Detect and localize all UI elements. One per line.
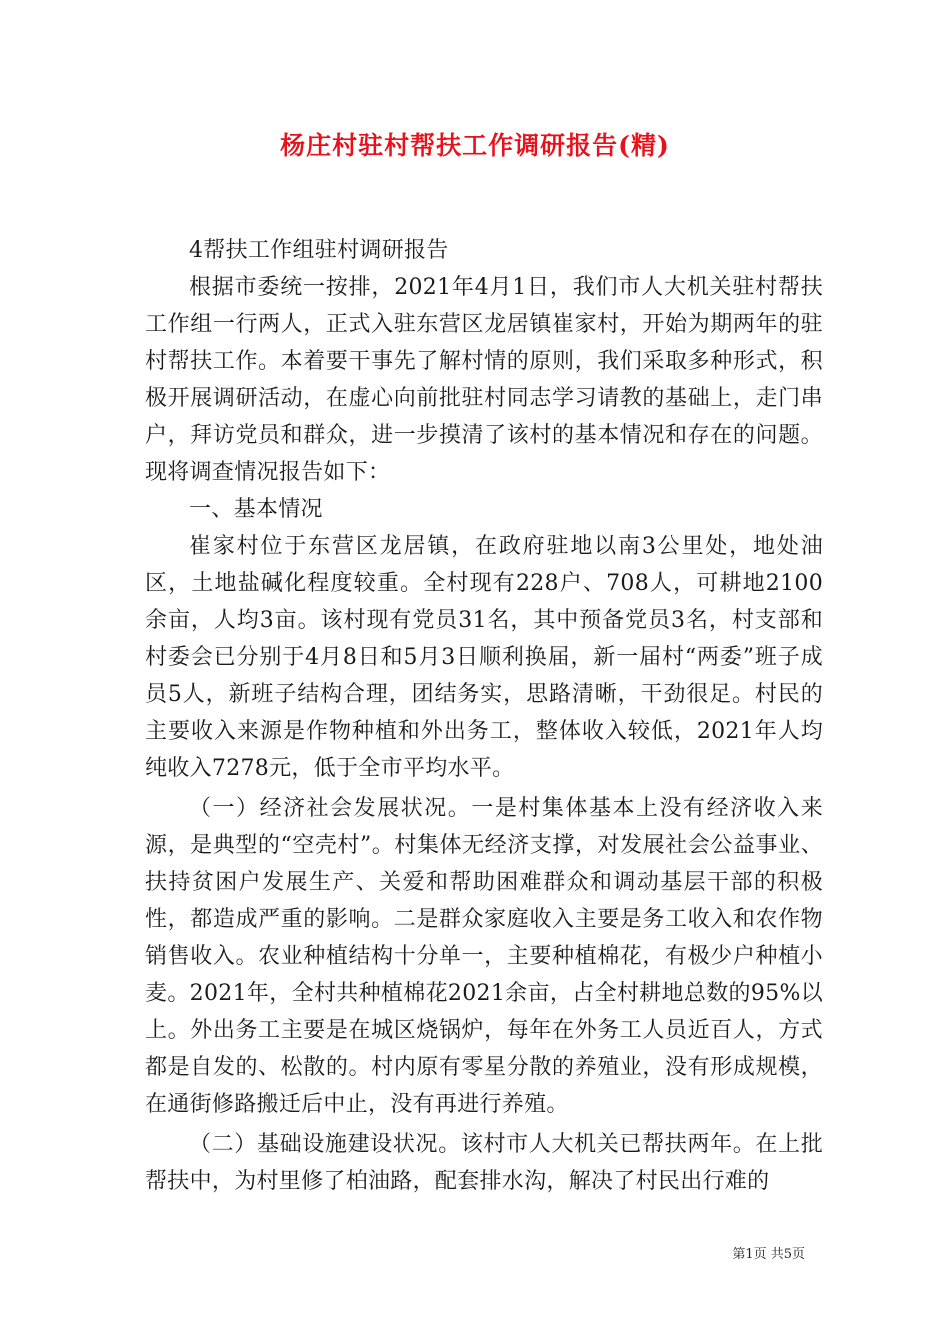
page-number: 第1页 共5页 (732, 1247, 805, 1262)
paragraph-intro: 根据市委统一按排，2021年4月1日，我们市人大机关驻村帮扶工作组一行两人，正式入驻东营区龙居镇崔家村，开始为期两年的驻村帮扶工作。本着要干事先了解村情的原则，我们采取多种形式，积极开展调研活动，在虚心向前批驻村同志学习请教的基础上，走门串户，拜访党员和群众，进一步摸清了该村的基本情况和存在的问题。现将调查情况报告如下： (145, 275, 823, 485)
document-body (145, 232, 823, 1200)
paragraph-subtitle: 4帮扶工作组驻村调研报告 (189, 238, 449, 263)
document-title: 杨庄村驻村帮扶工作调研报告(精) (280, 131, 670, 160)
paragraph-economy: （一）经济社会发展状况。一是村集体基本上没有经济收入来源，是典型的“空壳村”。村集体无经济支撑，对发展社会公益事业、扶持贫困户发展生产、关爱和帮助困难群众和调动基层干部的积极性，都造成严重的影响。二是群众家庭收入主要是务工收入和农作物销售收入。农业种植结构十分单一，主要种植棉花，有极少户种植小麦。2021年，全村共种植棉花2021余亩，占全村耕地总数的95%以上。外出务工主要是在城区烧锅炉，每年在外务工人员近百人，方式都是自发的、松散的。村内原有零星分散的养殖业，没有形成规模，在通街修路搬迁后中止，没有再进行养殖。 (145, 796, 823, 1117)
section-heading-basic: 一、基本情况 (189, 497, 323, 522)
paragraph-basic-info: 崔家村位于东营区龙居镇，在政府驻地以南3公里处，地处油区，土地盐碱化程度较重。全村现有228户、708人，可耕地2100余亩，人均3亩。该村现有党员31名，其中预备党员3名，村支部和村委会已分别于4月8日和5月3日顺利换届，新一届村“两委”班子成员5人，新班子结构合理，团结务实，思路清晰，干劲很足。村民的主要收入来源是作物种植和外出务工，整体收入较低，2021年人均纯收入7278元，低于全市平均水平。 (145, 534, 823, 781)
paragraph-infrastructure: （二）基础设施建设状况。该村市人大机关已帮扶两年。在上批帮扶中，为村里修了柏油路，配套排水沟，解决了村民出行难的 (145, 1132, 823, 1194)
